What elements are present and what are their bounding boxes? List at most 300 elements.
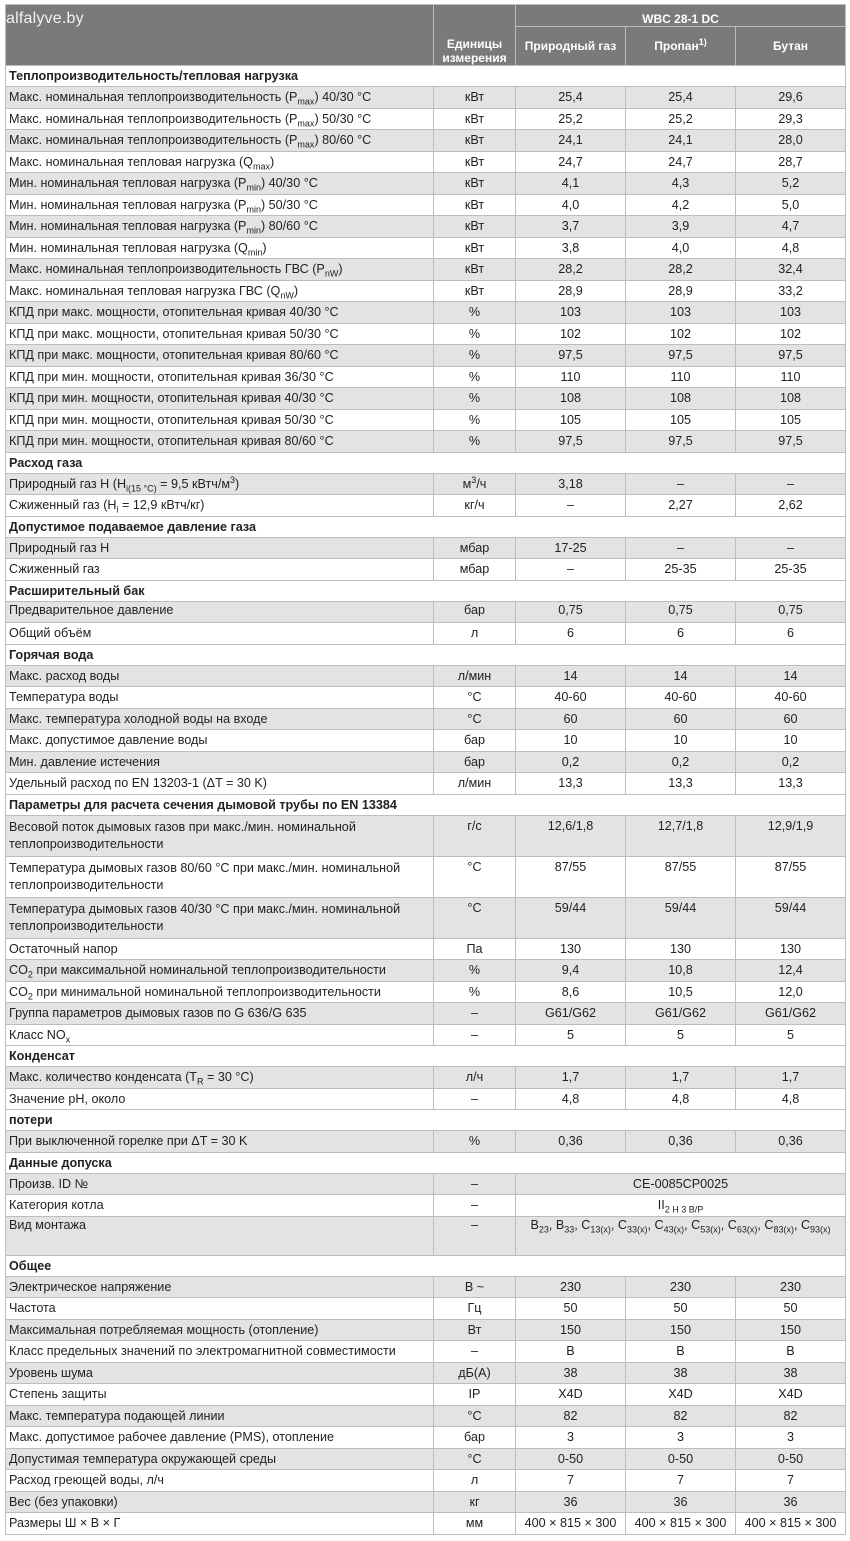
value-butane: 0,2 bbox=[736, 751, 846, 773]
value-butane: 82 bbox=[736, 1405, 846, 1427]
value-natural-gas: 40-60 bbox=[516, 687, 626, 709]
section-header bbox=[6, 1046, 846, 1067]
section-title: Общее bbox=[6, 1255, 846, 1276]
value-natural-gas: 102 bbox=[516, 323, 626, 345]
row-label: Группа параметров дымовых газов по G 636/G 635 bbox=[6, 1003, 434, 1025]
value-butane: 12,4 bbox=[736, 960, 846, 982]
value-natural-gas: 7 bbox=[516, 1470, 626, 1492]
row-label: Расход греющей воды, л/ч bbox=[6, 1470, 434, 1492]
row-unit: кВт bbox=[434, 194, 516, 216]
row-label: Мин. номинальная тепловая нагрузка $(P_{min})$ 40/30 °C bbox=[6, 173, 434, 195]
value-propane: 40-60 bbox=[626, 687, 736, 709]
value-propane: 3,9 bbox=[626, 216, 736, 238]
value-natural-gas bbox=[516, 601, 626, 623]
value-natural-gas: 9,4 bbox=[516, 960, 626, 982]
row-label: Удельный расход по EN 13203-1 (ΔT = 30 K) bbox=[6, 773, 434, 795]
value-natural-gas: 24,7 bbox=[516, 151, 626, 173]
value-natural-gas: 4,0 bbox=[516, 194, 626, 216]
value-butane: 400 × 815 × 300 bbox=[736, 1513, 846, 1535]
value-natural-gas: 4,8 bbox=[516, 1088, 626, 1110]
row-unit: % bbox=[434, 981, 516, 1003]
value-propane: 4,3 bbox=[626, 173, 736, 195]
value-propane: 108 bbox=[626, 388, 736, 410]
value-propane: 400 × 815 × 300 bbox=[626, 1513, 736, 1535]
value-propane: – bbox=[626, 537, 736, 559]
value-propane: 4,8 bbox=[626, 1088, 736, 1110]
row-unit: IP bbox=[434, 1384, 516, 1406]
value-natural-gas: 108 bbox=[516, 388, 626, 410]
row-unit: л/мин bbox=[434, 773, 516, 795]
table-row bbox=[6, 665, 846, 687]
value-natural-gas: 3 bbox=[516, 1427, 626, 1449]
row-label: Мин. номинальная тепловая нагрузка $(P_{min})$ 50/30 °C bbox=[6, 194, 434, 216]
table-row bbox=[6, 409, 846, 431]
row-label: Вес (без упаковки) bbox=[6, 1491, 434, 1513]
table-row bbox=[6, 1173, 846, 1195]
value-butane: 1,7 bbox=[736, 1067, 846, 1089]
section-title: Расход газа bbox=[6, 452, 846, 473]
row-label: Общий объём bbox=[6, 623, 434, 645]
value-natural-gas: 28,2 bbox=[516, 259, 626, 281]
section-title: потери bbox=[6, 1110, 846, 1131]
value-propane: 14 bbox=[626, 665, 736, 687]
value-butane: 12,0 bbox=[736, 981, 846, 1003]
value-natural-gas: 130 bbox=[516, 938, 626, 960]
table-row bbox=[6, 1088, 846, 1110]
value-propane: 60 bbox=[626, 708, 736, 730]
value-butane: 40-60 bbox=[736, 687, 846, 709]
value-natural-gas: X4D bbox=[516, 1384, 626, 1406]
value-propane: 4,2 bbox=[626, 194, 736, 216]
table-row bbox=[6, 302, 846, 324]
row-unit: бар bbox=[434, 751, 516, 773]
value-natural-gas: 6 bbox=[516, 623, 626, 645]
value-butane: 25-35 bbox=[736, 559, 846, 581]
table-row bbox=[6, 1003, 846, 1025]
row-label: Значение pH, около bbox=[6, 1088, 434, 1110]
row-unit: % bbox=[434, 302, 516, 324]
value-natural-gas: 8,6 bbox=[516, 981, 626, 1003]
value-natural-gas: 38 bbox=[516, 1362, 626, 1384]
row-label: Остаточный напор bbox=[6, 938, 434, 960]
section-title: Допустимое подаваемое давление газа bbox=[6, 516, 846, 537]
table-row bbox=[6, 1405, 846, 1427]
table-row bbox=[6, 1448, 846, 1470]
value-butane: 87/55 bbox=[736, 856, 846, 897]
watermark-brand: alfalyve.by bbox=[6, 10, 84, 27]
row-label: Макс. расход воды bbox=[6, 665, 434, 687]
value-butane: 28,7 bbox=[736, 151, 846, 173]
value-propane: 82 bbox=[626, 1405, 736, 1427]
row-label: Макс. номинальная тепловая нагрузка ГВС $(Q_{nW})$ bbox=[6, 280, 434, 302]
section-header bbox=[6, 580, 846, 601]
table-row bbox=[6, 815, 846, 856]
value-propane: X4D bbox=[626, 1384, 736, 1406]
row-label: Произв. ID № bbox=[6, 1173, 434, 1195]
value-natural-gas: 14 bbox=[516, 665, 626, 687]
spec-table bbox=[5, 4, 846, 1535]
value-natural-gas: 97,5 bbox=[516, 431, 626, 453]
table-row bbox=[6, 1024, 846, 1046]
value-natural-gas: 400 × 815 × 300 bbox=[516, 1513, 626, 1535]
value-propane: 38 bbox=[626, 1362, 736, 1384]
row-unit: кВт bbox=[434, 173, 516, 195]
value-propane: G61/G62 bbox=[626, 1003, 736, 1025]
value-propane: 102 bbox=[626, 323, 736, 345]
value-butane: 4,7 bbox=[736, 216, 846, 238]
row-unit: мм bbox=[434, 1513, 516, 1535]
value-natural-gas: 230 bbox=[516, 1276, 626, 1298]
row-label: КПД при мин. мощности, отопительная кривая 80/60 °C bbox=[6, 431, 434, 453]
row-unit: Па bbox=[434, 938, 516, 960]
value-natural-gas: 82 bbox=[516, 1405, 626, 1427]
row-label: Класс $NO_x$ bbox=[6, 1024, 434, 1046]
section-header bbox=[6, 644, 846, 665]
value-propane: 97,5 bbox=[626, 431, 736, 453]
value-natural-gas: 103 bbox=[516, 302, 626, 324]
table-row bbox=[6, 1298, 846, 1320]
value-natural-gas: B bbox=[516, 1341, 626, 1363]
row-unit: кВт bbox=[434, 216, 516, 238]
row-unit: кВт bbox=[434, 259, 516, 281]
section-title: Горячая вода bbox=[6, 644, 846, 665]
value-butane bbox=[736, 601, 846, 623]
column-header-butane: Бутан bbox=[736, 27, 846, 66]
row-label: Уровень шума bbox=[6, 1362, 434, 1384]
row-unit: °C bbox=[434, 856, 516, 897]
row-unit: кг/ч bbox=[434, 495, 516, 517]
value-propane: 13,3 bbox=[626, 773, 736, 795]
value-propane: 230 bbox=[626, 1276, 736, 1298]
value-butane: 2,62 bbox=[736, 495, 846, 517]
section-title: Расширительный бак bbox=[6, 580, 846, 601]
row-unit: Вт bbox=[434, 1319, 516, 1341]
table-row bbox=[6, 730, 846, 752]
table-row bbox=[6, 237, 846, 259]
value-butane: 59/44 bbox=[736, 897, 846, 938]
value-natural-gas: 60 bbox=[516, 708, 626, 730]
value-natural-gas: 150 bbox=[516, 1319, 626, 1341]
table-row bbox=[6, 687, 846, 709]
row-unit: °C bbox=[434, 687, 516, 709]
row-label: Весовой поток дымовых газов при макс./мин. номинальной теплопроизводительности bbox=[6, 815, 434, 856]
table-row bbox=[6, 280, 846, 302]
propane-footnote: 1) bbox=[698, 37, 707, 47]
value-butane: 150 bbox=[736, 1319, 846, 1341]
table-row bbox=[6, 151, 846, 173]
value-propane-text: 0,75 bbox=[668, 603, 693, 617]
row-unit: кВт bbox=[434, 130, 516, 152]
value-butane: 12,9/1,9 bbox=[736, 815, 846, 856]
row-unit: кг bbox=[434, 1491, 516, 1513]
table-row bbox=[6, 259, 846, 281]
model-header: WBC 28-1 DC bbox=[516, 5, 846, 27]
value-propane: 10,5 bbox=[626, 981, 736, 1003]
table-row bbox=[6, 1341, 846, 1363]
value-propane: 2,27 bbox=[626, 495, 736, 517]
row-label bbox=[6, 601, 434, 623]
value-butane: 102 bbox=[736, 323, 846, 345]
row-unit: % bbox=[434, 431, 516, 453]
value-butane: 0-50 bbox=[736, 1448, 846, 1470]
table-row bbox=[6, 108, 846, 130]
value-natural-gas: 12,6/1,8 bbox=[516, 815, 626, 856]
row-label: $CO_2$ при минимальной номинальной теплопроизводительности bbox=[6, 981, 434, 1003]
row-label: Макс. номинальная теплопроизводительность $(P_{max})$ 40/30 °C bbox=[6, 87, 434, 109]
value-natural-gas: 87/55 bbox=[516, 856, 626, 897]
row-label: КПД при мин. мощности, отопительная кривая 40/30 °C bbox=[6, 388, 434, 410]
value-butane: 36 bbox=[736, 1491, 846, 1513]
row-unit: мбар bbox=[434, 559, 516, 581]
table-row bbox=[6, 388, 846, 410]
row-unit: мбар bbox=[434, 537, 516, 559]
value-propane: 24,1 bbox=[626, 130, 736, 152]
value-butane: X4D bbox=[736, 1384, 846, 1406]
row-unit: г/с bbox=[434, 815, 516, 856]
row-label: Частота bbox=[6, 1298, 434, 1320]
section-header bbox=[6, 452, 846, 473]
value-butane: G61/G62 bbox=[736, 1003, 846, 1025]
value-butane: 7 bbox=[736, 1470, 846, 1492]
value-propane: 28,9 bbox=[626, 280, 736, 302]
value-propane: 130 bbox=[626, 938, 736, 960]
value-butane: 14 bbox=[736, 665, 846, 687]
value-natural-gas: 17-25 bbox=[516, 537, 626, 559]
propane-label: Пропан bbox=[654, 39, 699, 53]
value-propane: B bbox=[626, 1341, 736, 1363]
value-butane: – bbox=[736, 473, 846, 495]
table-row bbox=[6, 1384, 846, 1406]
value-propane: 10,8 bbox=[626, 960, 736, 982]
value-butane: 13,3 bbox=[736, 773, 846, 795]
value-propane: 36 bbox=[626, 1491, 736, 1513]
row-unit: °C bbox=[434, 1405, 516, 1427]
units-header: Единицы измерения bbox=[434, 5, 516, 66]
value-propane: – bbox=[626, 473, 736, 495]
row-value-merged: $II_{2 H 3 B/P}$ bbox=[516, 1195, 846, 1217]
table-row bbox=[6, 1276, 846, 1298]
value-natural-gas: 3,18 bbox=[516, 473, 626, 495]
value-natural-gas: 25,4 bbox=[516, 87, 626, 109]
value-butane: 230 bbox=[736, 1276, 846, 1298]
value-propane: 59/44 bbox=[626, 897, 736, 938]
row-unit: $м^3/ч$ bbox=[434, 473, 516, 495]
value-propane: 24,7 bbox=[626, 151, 736, 173]
value-natural-gas: 13,3 bbox=[516, 773, 626, 795]
table-row bbox=[6, 897, 846, 938]
value-natural-gas: 3,8 bbox=[516, 237, 626, 259]
table-row bbox=[6, 1067, 846, 1089]
value-natural-gas: 59/44 bbox=[516, 897, 626, 938]
value-butane: 38 bbox=[736, 1362, 846, 1384]
row-label: Макс. номинальная теплопроизводительность $(P_{max})$ 80/60 °C bbox=[6, 130, 434, 152]
value-butane: 4,8 bbox=[736, 237, 846, 259]
value-propane: 110 bbox=[626, 366, 736, 388]
value-butane: 103 bbox=[736, 302, 846, 324]
value-butane: 10 bbox=[736, 730, 846, 752]
value-propane: 4,0 bbox=[626, 237, 736, 259]
row-unit: дБ(A) bbox=[434, 1362, 516, 1384]
value-propane: 150 bbox=[626, 1319, 736, 1341]
value-natural-gas: – bbox=[516, 495, 626, 517]
table-row bbox=[6, 216, 846, 238]
value-propane: 87/55 bbox=[626, 856, 736, 897]
section-header bbox=[6, 66, 846, 87]
value-propane: 12,7/1,8 bbox=[626, 815, 736, 856]
value-natural-gas: 24,1 bbox=[516, 130, 626, 152]
value-natural-gas: 110 bbox=[516, 366, 626, 388]
table-row bbox=[6, 1362, 846, 1384]
table-row bbox=[6, 473, 846, 495]
value-propane: 3 bbox=[626, 1427, 736, 1449]
row-unit: % bbox=[434, 409, 516, 431]
row-label: Макс. номинальная теплопроизводительность ГВС $(P_{nW})$ bbox=[6, 259, 434, 281]
value-propane bbox=[626, 601, 736, 623]
row-label: КПД при макс. мощности, отопительная кривая 80/60 °C bbox=[6, 345, 434, 367]
table-row bbox=[6, 194, 846, 216]
row-label: Допустимая температура окружающей среды bbox=[6, 1448, 434, 1470]
row-unit: % bbox=[434, 345, 516, 367]
value-butane: B bbox=[736, 1341, 846, 1363]
value-propane: 7 bbox=[626, 1470, 736, 1492]
row-label: Мин. номинальная тепловая нагрузка $(P_{min})$ 80/60 °C bbox=[6, 216, 434, 238]
table-row bbox=[6, 1470, 846, 1492]
value-butane: 5 bbox=[736, 1024, 846, 1046]
value-natural-gas: 36 bbox=[516, 1491, 626, 1513]
row-unit: – bbox=[434, 1195, 516, 1217]
row-unit: – bbox=[434, 1341, 516, 1363]
row-unit: °C bbox=[434, 1448, 516, 1470]
row-unit: – bbox=[434, 1088, 516, 1110]
table-row bbox=[6, 601, 846, 623]
value-butane: 105 bbox=[736, 409, 846, 431]
value-butane: 130 bbox=[736, 938, 846, 960]
row-unit: В ~ bbox=[434, 1276, 516, 1298]
value-natural-gas: 28,9 bbox=[516, 280, 626, 302]
value-propane: 28,2 bbox=[626, 259, 736, 281]
section-header bbox=[6, 1255, 846, 1276]
value-propane: 97,5 bbox=[626, 345, 736, 367]
value-butane: 60 bbox=[736, 708, 846, 730]
row-unit: л/мин bbox=[434, 665, 516, 687]
row-unit: бар bbox=[434, 1427, 516, 1449]
row-unit: % bbox=[434, 960, 516, 982]
row-unit: кВт bbox=[434, 108, 516, 130]
value-natural-gas: 25,2 bbox=[516, 108, 626, 130]
table-row bbox=[6, 1513, 846, 1535]
value-butane: 97,5 bbox=[736, 431, 846, 453]
value-propane: 6 bbox=[626, 623, 736, 645]
table-row bbox=[6, 173, 846, 195]
value-propane: 25,4 bbox=[626, 87, 736, 109]
row-unit: л bbox=[434, 623, 516, 645]
table-row bbox=[6, 1216, 846, 1255]
table-row bbox=[6, 1319, 846, 1341]
table-row bbox=[6, 559, 846, 581]
row-label: Степень защиты bbox=[6, 1384, 434, 1406]
table-row bbox=[6, 323, 846, 345]
table-row bbox=[6, 1131, 846, 1153]
row-unit: бар bbox=[434, 730, 516, 752]
section-title: Теплопроизводительность/тепловая нагрузка bbox=[6, 66, 846, 87]
table-row bbox=[6, 431, 846, 453]
table-row bbox=[6, 366, 846, 388]
row-label: Температура дымовых газов 80/60 °C при макс./мин. номинальной теплопроизводительности bbox=[6, 856, 434, 897]
row-label: Макс. номинальная тепловая нагрузка $(Q_{max})$ bbox=[6, 151, 434, 173]
value-natural-gas: 0,2 bbox=[516, 751, 626, 773]
row-unit: кВт bbox=[434, 151, 516, 173]
table-row bbox=[6, 87, 846, 109]
value-natural-gas: 4,1 bbox=[516, 173, 626, 195]
value-propane: 25,2 bbox=[626, 108, 736, 130]
table-row bbox=[6, 960, 846, 982]
table-row bbox=[6, 623, 846, 645]
value-natural-gas: 1,7 bbox=[516, 1067, 626, 1089]
row-label: Природный газ H ($H_{i(15 ^\circ C)} = 9,5$ кВтч/$м^3$) bbox=[6, 473, 434, 495]
value-butane: – bbox=[736, 537, 846, 559]
value-natural-gas: 105 bbox=[516, 409, 626, 431]
value-butane: 5,2 bbox=[736, 173, 846, 195]
row-label: Макс. количество конденсата ($T_R = 30$ °C) bbox=[6, 1067, 434, 1089]
row-label: Макс. температура холодной воды на входе bbox=[6, 708, 434, 730]
table-row bbox=[6, 130, 846, 152]
section-title: Параметры для расчета сечения дымовой трубы по EN 13384 bbox=[6, 794, 846, 815]
row-label: Температура воды bbox=[6, 687, 434, 709]
table-row bbox=[6, 856, 846, 897]
table-row bbox=[6, 708, 846, 730]
value-butane: 6 bbox=[736, 623, 846, 645]
row-label: Вид монтажа bbox=[6, 1216, 434, 1255]
row-unit: % bbox=[434, 1131, 516, 1153]
value-propane: 105 bbox=[626, 409, 736, 431]
column-header-natural-gas: Природный газ bbox=[516, 27, 626, 66]
row-unit: л bbox=[434, 1470, 516, 1492]
row-unit: л/ч bbox=[434, 1067, 516, 1089]
value-propane: 50 bbox=[626, 1298, 736, 1320]
row-label: Макс. допустимое давление воды bbox=[6, 730, 434, 752]
row-unit: – bbox=[434, 1024, 516, 1046]
value-natural-gas: 97,5 bbox=[516, 345, 626, 367]
value-butane: 33,2 bbox=[736, 280, 846, 302]
value-natural-gas: 10 bbox=[516, 730, 626, 752]
table-row bbox=[6, 981, 846, 1003]
value-propane: 5 bbox=[626, 1024, 736, 1046]
value-propane: 103 bbox=[626, 302, 736, 324]
table-row bbox=[6, 938, 846, 960]
table-row bbox=[6, 345, 846, 367]
value-butane: 32,4 bbox=[736, 259, 846, 281]
row-label: КПД при мин. мощности, отопительная кривая 50/30 °C bbox=[6, 409, 434, 431]
row-label: Природный газ H bbox=[6, 537, 434, 559]
value-natural-gas: 50 bbox=[516, 1298, 626, 1320]
row-unit: кВт bbox=[434, 280, 516, 302]
row-unit: % bbox=[434, 366, 516, 388]
row-value-merged: CE-0085CP0025 bbox=[516, 1173, 846, 1195]
value-propane: 0,36 bbox=[626, 1131, 736, 1153]
row-label: Размеры Ш × В × Г bbox=[6, 1513, 434, 1535]
row-label: При выключенной горелке при ΔT = 30 K bbox=[6, 1131, 434, 1153]
row-label: Макс. номинальная теплопроизводительность $(P_{max})$ 50/30 °C bbox=[6, 108, 434, 130]
table-row bbox=[6, 751, 846, 773]
section-header bbox=[6, 1152, 846, 1173]
row-label: Мин. номинальная тепловая нагрузка $(Q_{min})$ bbox=[6, 237, 434, 259]
row-value-merged: $B_{23}$, $B_{33}$, $C_{13(x)}$, $C_{33(x)}$, $C_{43(x)}$, $C_{53(x)}$, $C_{63(x)}$, $C_{83(x)}$, $C_{93(x)}$ bbox=[516, 1216, 846, 1255]
row-label: Макс. допустимое рабочее давление (PMS), отопление bbox=[6, 1427, 434, 1449]
value-propane: 1,7 bbox=[626, 1067, 736, 1089]
value-butane: 3 bbox=[736, 1427, 846, 1449]
row-label: Сжиженный газ bbox=[6, 559, 434, 581]
value-propane: 10 bbox=[626, 730, 736, 752]
